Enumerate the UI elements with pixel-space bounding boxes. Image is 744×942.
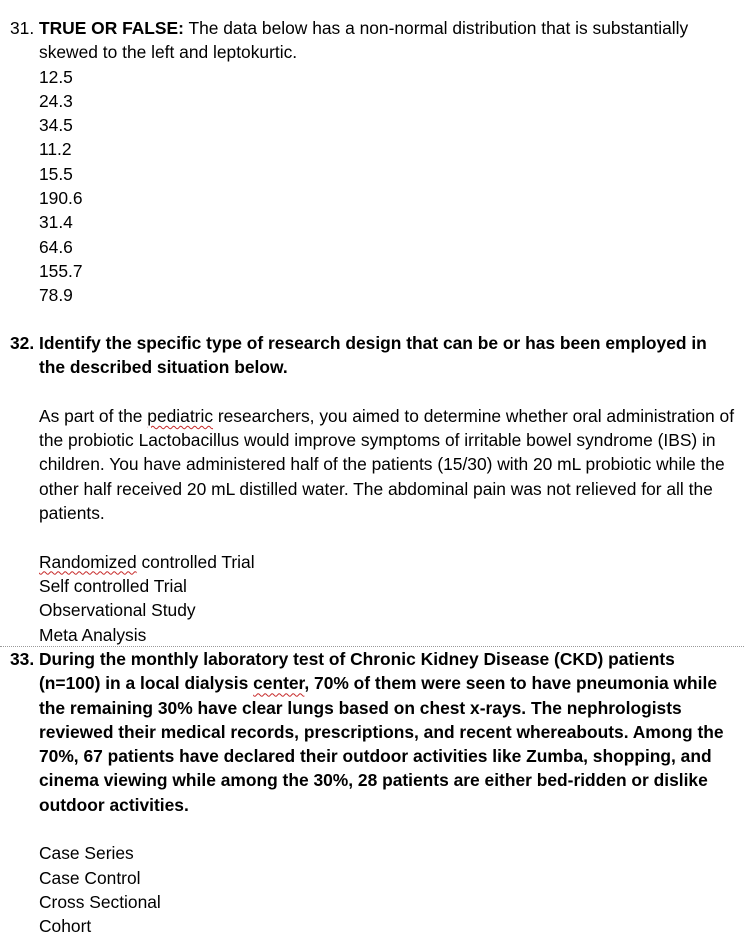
data-value: 155.7 [39,260,83,281]
question-33 [10,647,736,939]
answer-option[interactable]: Observational Study [39,600,196,621]
question-body [39,331,736,647]
answer-option[interactable]: Self controlled Trial [39,575,187,596]
question-body [39,16,736,308]
data-value: 34.5 [39,115,73,136]
data-value: 190.6 [39,188,83,209]
spellcheck-flagged-word: pediatric [147,405,214,426]
answer-option[interactable]: Randomized controlled Trial [39,551,255,572]
answer-options [39,841,736,938]
data-value: 24.3 [39,90,73,111]
spellcheck-flagged-word: center [253,673,305,694]
data-value: 15.5 [39,163,73,184]
scenario-text: As part of the pediatric researchers, you aimed to determine whether oral administration of the probiotic Lactobacillus would improve symptoms of irritable bowel syndrome (IBS) in children. You have administered half of the patients (15/30) with 20 mL probiotic while the other half received 20 mL distilled water. The abdominal pain was not relieved for all the patients. [39,405,735,524]
data-value: 78.9 [39,285,73,306]
answer-option[interactable]: Meta Analysis [39,624,147,645]
answer-option[interactable]: Case Series [39,843,134,864]
spellcheck-flagged-word: Randomized [39,551,137,572]
question-prompt [39,16,736,65]
question-statement: The data below has a non-normal distribution that is substantially skewed to the left and leptokurtic. [39,18,689,63]
data-list [39,65,736,308]
question-32 [10,331,736,647]
question-31 [10,16,736,308]
data-value: 31.4 [39,212,73,233]
answer-option[interactable]: Case Control [39,867,141,888]
question-number: 33. [10,649,35,669]
answer-option[interactable]: Cohort [39,916,92,937]
question-number: 32. [10,333,35,353]
answer-options [39,550,736,647]
data-value: 64.6 [39,236,73,257]
question-body [39,647,736,939]
question-number: 31. [10,18,35,38]
data-value: 11.2 [39,139,72,160]
true-false-label: TRUE OR FALSE: [39,18,184,38]
question-prompt: Identify the specific type of research design that can be or has been employed in the described situation below. [39,333,707,378]
answer-option[interactable]: Cross Sectional [39,891,161,912]
data-value: 12.5 [39,66,73,87]
question-prompt: During the monthly laboratory test of Chronic Kidney Disease (CKD) patients (n=100) in a local dialysis center, 70% of them were seen to have pneumonia while the remaining 30% have clear lungs based on chest x-rays. The nephrologists reviewed their medical records, prescriptions, and recent whereabouts. Among the 70%, 67 patients have declared their outdoor activities like Zumba, shopping, and cinema viewing while among the 30%, 28 patients are either bed-ridden or dislike outdoor activities. [39,649,724,815]
